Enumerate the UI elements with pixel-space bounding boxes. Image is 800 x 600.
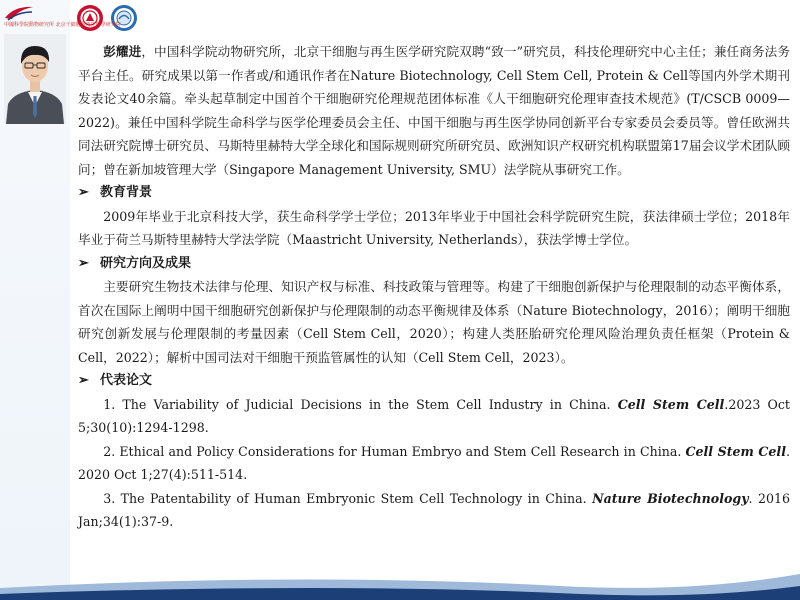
main-content	[78, 40, 790, 534]
journal-name: Cell Stem Cell	[617, 396, 725, 412]
bullet-arrow-icon: ➢	[78, 185, 89, 200]
logo-caption: 中國科學院動物研究所 北京干細胞與再生醫學研究院	[4, 22, 121, 28]
bio-paragraph	[78, 40, 790, 181]
swoosh-logo-icon	[4, 4, 34, 22]
research-heading: ➢ 研究方向及成果	[78, 252, 790, 276]
bio-text: ，中国科学院动物研究所，北京干细胞与再生医学研究院双聘“致一”研究员，科技伦理研究中心主任；兼任商务法务平台主任。研究成果以第一作者或/和通讯作者在Nature Biotechnology, Cell Stem Cell, Protein & Cell等国内外学术期刊发表论文40余篇。牵头起草制定中国首个干细胞研究伦理规范团体标准《人干细胞研究伦理审查技术规范》(T/CSCB 0009—2022)。兼任中国科学院生命科学与医学伦理委员会主任、中国干细胞与再生医学协同创新平台专家委员会委员等。曾任欧洲共同法研究院博士研究员、马斯特里赫特大学全球化和国际规则研究所研究员、欧洲知识产权研究机构联盟第17届会议学术团队顾问；曾在新加坡管理大学（Singapore Management University, SMU）法学院从事研究工作。	[78, 44, 790, 177]
institute-logo	[4, 4, 121, 32]
papers-heading: ➢ 代表论文	[78, 369, 790, 393]
paper-item: 3. The Patentability of Human Embryonic Stem Cell Technology in China. Nature Biotechnology. 2016 Jan;34(1):37-9.	[78, 490, 790, 529]
person-name: 彭耀进	[103, 44, 142, 59]
header-logos	[4, 4, 138, 32]
portrait-photo	[4, 34, 66, 124]
paper-item: 1. The Variability of Judicial Decisions in the Stem Cell Industry in China. Cell Stem Cell.2023 Oct 5;30(10):1294-1298.	[78, 396, 790, 435]
bullet-arrow-icon: ➢	[78, 373, 89, 388]
journal-name: Nature Biotechnology	[592, 490, 749, 506]
bullet-arrow-icon: ➢	[78, 255, 89, 271]
bottom-wave-decoration	[0, 560, 800, 600]
education-heading: ➢ 教育背景	[78, 181, 790, 205]
education-text: 2009年毕业于北京科技大学，获生命科学学士学位；2013年毕业于中国社会科学院研究生院，获法律硕士学位；2018年毕业于荷兰马斯特里赫特大学法学院（Maastricht University, Netherlands），获法学博士学位。	[78, 208, 790, 247]
paper-item: 2. Ethical and Policy Considerations for Human Embryo and Stem Cell Research in China. Cell Stem Cell. 2020 Oct 1;27(4):511-514.	[78, 443, 790, 482]
research-text: 主要研究生物技术法律与伦理、知识产权与标准、科技政策与管理等。构建了干细胞创新保护与伦理限制的动态平衡体系，首次在国际上阐明中国干细胞研究创新保护与伦理限制的动态平衡规律及体系（Nature Biotechnology，2016）；阐明干细胞研究创新发展与伦理限制的考量因素（Cell Stem Cell，2020）；构建人类胚胎研究伦理风险治理负责任框架（Protein & Cell，2022）；解析中国司法对干细胞干预监管属性的认知（Cell Stem Cell，2023）。	[78, 279, 790, 365]
journal-name: Cell Stem Cell	[685, 443, 786, 459]
